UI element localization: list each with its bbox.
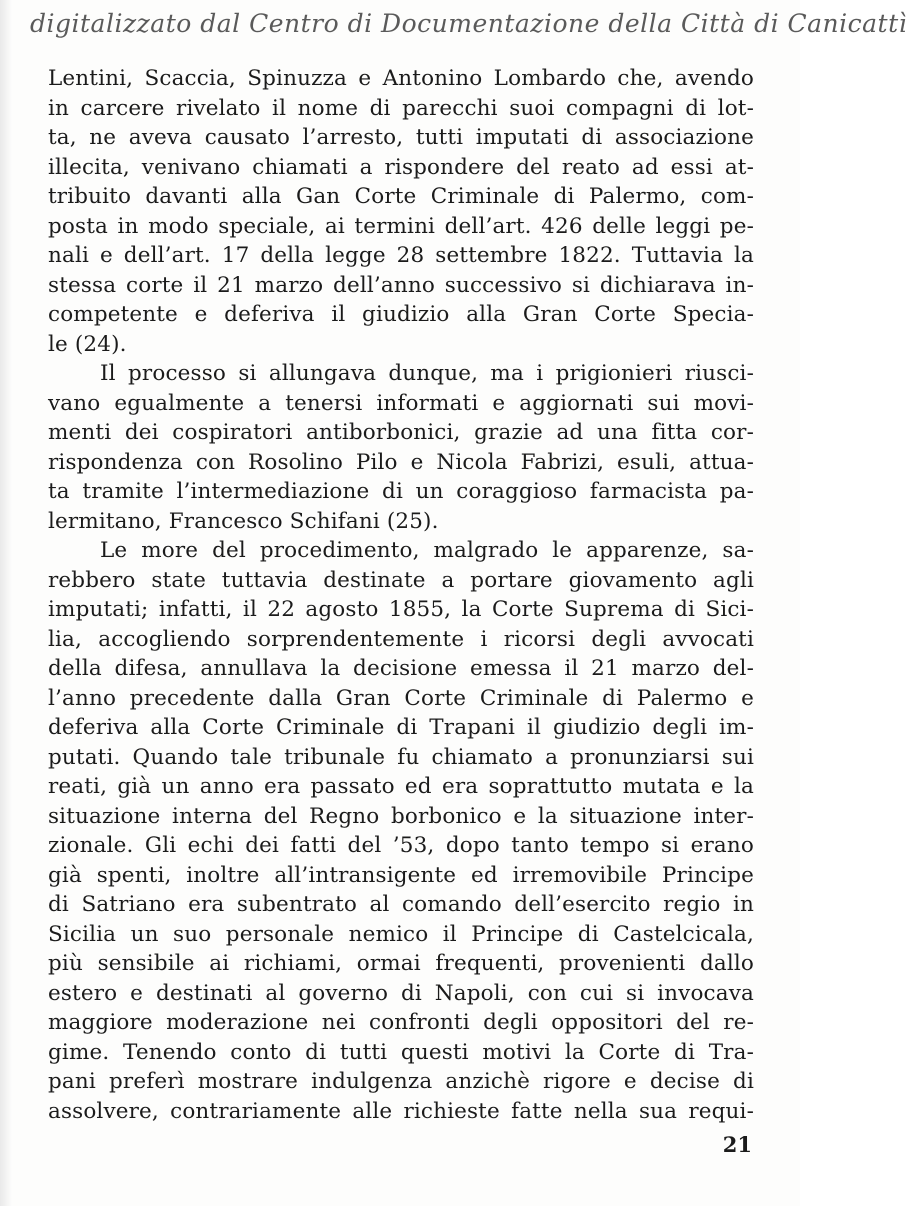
text-line: competente e deferiva il giudizio alla Gran Corte Specia- [48, 302, 754, 327]
text-line: lia, accogliendo sorprendentemente i ricorsi degli avvocati [48, 626, 754, 652]
text-line: reati, già un anno era passato ed era soprattutto mutata e la [48, 774, 754, 799]
text-line: ta, ne aveva causato l’arresto, tutti imputati di associazione [48, 125, 754, 150]
text-line: già spenti, inoltre all’intransigente ed irremovibile Principe [48, 862, 754, 888]
text-line: pani preferì mostrare indulgenza anzichè rigore e decise di [48, 1069, 754, 1094]
text-line: illecita, venivano chiamati a rispondere del reato ad essi at- [48, 154, 754, 180]
text-line: zionale. Gli echi dei fatti del ’53, dopo tanto tempo si erano [48, 833, 754, 858]
text-line: gime. Tenendo conto di tutti questi motivi la Corte di Tra- [48, 1039, 754, 1065]
text-line: ta tramite l’intermediazione di un coraggioso farmacista pa- [48, 479, 754, 504]
text-line: tribuito davanti alla Gan Corte Criminale di Palermo, com- [48, 184, 754, 209]
text-line: più sensibile ai richiami, ormai frequenti, provenienti dallo [48, 951, 754, 976]
digitization-watermark: digitalizzato dal Centro di Documentazione della Città di Canicattì [30, 9, 907, 38]
page-gutter-shadow [0, 0, 12, 1206]
text-line: imputati; infatti, il 22 agosto 1855, la Corte Suprema di Sici- [48, 597, 754, 622]
text-line: le (24). [48, 331, 127, 357]
text-line: lermitano, Francesco Schifani (25). [48, 508, 439, 534]
text-line: estero e destinati al governo di Napoli, con cui si invocava [48, 980, 754, 1006]
text-line: Sicilia un suo personale nemico il Principe di Castelcicala, [48, 921, 754, 947]
text-line: Lentini, Scaccia, Spinuzza e Antonino Lombardo che, avendo [48, 66, 754, 91]
text-line: della difesa, annullava la decisione emessa il 21 marzo del- [48, 656, 754, 681]
body-text [48, 64, 754, 1126]
text-line: l’anno precedente dalla Gran Corte Criminale di Palermo e [48, 685, 754, 711]
paragraph-2 [48, 359, 754, 536]
text-line: menti dei cospiratori antiborbonici, grazie ad una fitta cor- [48, 420, 754, 445]
text-line: stessa corte il 21 marzo dell’anno successivo si dichiarava in- [48, 272, 754, 298]
text-line: situazione interna del Regno borbonico e la situazione inter- [48, 803, 754, 829]
text-line: vano egualmente a tenersi informati e aggiornati sui movi- [48, 390, 754, 416]
text-line: rebbero state tuttavia destinate a portare giovamento agli [48, 567, 754, 593]
page-number: 21 [722, 1132, 752, 1157]
text-line: posta in modo speciale, ai termini dell’art. 426 delle leggi pe- [48, 213, 754, 239]
text-line: maggiore moderazione nei confronti degli oppositori del re- [48, 1010, 754, 1035]
text-line: putati. Quando tale tribunale fu chiamato a pronunziarsi sui [48, 744, 754, 770]
paragraph-3 [48, 536, 754, 1126]
text-line: di Satriano era subentrato al comando dell’esercito regio in [48, 892, 754, 917]
text-line: Il processo si allungava dunque, ma i prigionieri riusci- [100, 361, 754, 386]
text-line: rispondenza con Rosolino Pilo e Nicola Fabrizi, esuli, attua- [48, 449, 754, 475]
text-line: nali e dell’art. 17 della legge 28 settembre 1822. Tuttavia la [48, 243, 754, 268]
text-line: Le more del procedimento, malgrado le apparenze, sa- [100, 538, 754, 563]
paragraph-1 [48, 64, 754, 359]
text-line: in carcere rivelato il nome di parecchi suoi compagni di lot- [48, 95, 754, 121]
text-line: assolvere, contrariamente alle richieste fatte nella sua requi- [48, 1098, 754, 1124]
text-line: deferiva alla Corte Criminale di Trapani il giudizio degli im- [48, 715, 754, 740]
